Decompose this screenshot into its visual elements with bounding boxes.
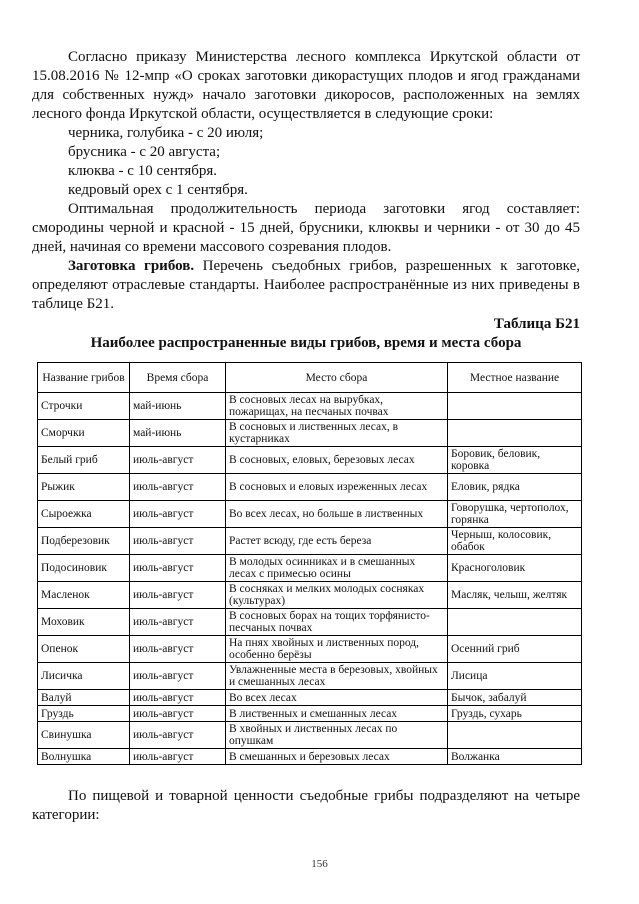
table-cell: В лиственных и смешанных лесах (226, 706, 448, 722)
table-cell: Бычок, забалуй (448, 690, 582, 706)
table-cell: июль-август (130, 706, 226, 722)
document-page (32, 48, 580, 825)
table-row (38, 609, 582, 636)
table-row (38, 582, 582, 609)
table-cell: июль-август (130, 636, 226, 663)
table-cell: Подосиновик (38, 555, 130, 582)
table-cell: Валуй (38, 690, 130, 706)
table-cell: Во всех лесах, но больше в лиственных (226, 501, 448, 528)
table-cell: июль-август (130, 582, 226, 609)
table-row (38, 528, 582, 555)
table-row (38, 393, 582, 420)
table-row (38, 706, 582, 722)
table-cell: июль-август (130, 501, 226, 528)
table-title: Наиболее распространенные виды грибов, время и места сбора (90, 335, 522, 351)
table-cell: На пнях хвойных и лиственных пород, особенно берёзы (226, 636, 448, 663)
table-cell: Лисица (448, 663, 582, 690)
table-row (38, 663, 582, 690)
table-cell: В смешанных и березовых лесах (226, 749, 448, 765)
table-row (38, 636, 582, 663)
table-cell (448, 722, 582, 749)
table-cell: Во всех лесах (226, 690, 448, 706)
list-item: черника, голубика - с 20 июля; (68, 125, 264, 141)
table-cell: Моховик (38, 609, 130, 636)
page-number: 156 (311, 858, 328, 870)
table-cell: Красноголовик (448, 555, 582, 582)
table-cell: В сосновых лесах на вырубках, пожарищах, на песчаных почвах (226, 393, 448, 420)
column-header: Время сбора (130, 363, 226, 393)
table-cell: Строчки (38, 393, 130, 420)
table-cell: июль-август (130, 663, 226, 690)
table-cell: В сосновых борах на тощих торфянисто-песчаных почвах (226, 609, 448, 636)
table-cell: июль-август (130, 609, 226, 636)
table-row (38, 501, 582, 528)
table-row (38, 749, 582, 765)
table-cell: Осенний гриб (448, 636, 582, 663)
table-cell: Говорушка, чертополох, горянка (448, 501, 582, 528)
table-row (38, 447, 582, 474)
table-cell (448, 393, 582, 420)
table-cell: Черныш, колосовик, обабок (448, 528, 582, 555)
table-cell: В сосновых и еловых изреженных лесах (226, 474, 448, 501)
table-cell: Опенок (38, 636, 130, 663)
table-cell: июль-август (130, 447, 226, 474)
table-cell: Свинушка (38, 722, 130, 749)
table-cell: Увлажненные места в березовых, хвойных и смешанных лесах (226, 663, 448, 690)
table-cell: июль-август (130, 555, 226, 582)
table-cell: июль-август (130, 749, 226, 765)
mushrooms-text: Перечень съедобных грибов, разрешенных к заготовке, определяют отраслевые стандарты. Наиболее распространённые из них приведены в таблице Б21. (32, 258, 580, 312)
table-cell: Груздь, сухарь (448, 706, 582, 722)
list-item: клюква - с 10 сентября. (68, 163, 218, 179)
table-cell: Масленок (38, 582, 130, 609)
table-cell: Лисичка (38, 663, 130, 690)
table-cell: В сосновых, еловых, березовых лесах (226, 447, 448, 474)
table-cell: июль-август (130, 690, 226, 706)
table-row (38, 474, 582, 501)
table-cell: В сосняках и мелких молодых сосняках (культурах) (226, 582, 448, 609)
table-cell: Сморчки (38, 420, 130, 447)
table-cell: июль-август (130, 722, 226, 749)
mushroom-table (37, 362, 582, 765)
table-row (38, 722, 582, 749)
mushrooms-paragraph (32, 257, 580, 314)
mushrooms-heading: Заготовка грибов. (68, 258, 195, 274)
table-cell: Боровик, беловик, коровка (448, 447, 582, 474)
table-cell: Белый гриб (38, 447, 130, 474)
column-header: Местное название (448, 363, 582, 393)
table-row (38, 690, 582, 706)
column-header: Название грибов (38, 363, 130, 393)
table-cell: июль-август (130, 474, 226, 501)
table-cell: Сыроежка (38, 501, 130, 528)
table-row (38, 420, 582, 447)
intro-paragraph: Согласно приказу Министерства лесного комплекса Иркутской области от 15.08.2016 № 12-мпр «О сроках заготовки дикорастущих плодов и ягод гражданами для собственных нужд» начало заготовки дикоросов, расположенных на землях лесного фонда Иркутской области, осуществляется в следующие сроки: (32, 49, 580, 122)
column-header: Место сбора (226, 363, 448, 393)
table-cell: Рыжик (38, 474, 130, 501)
table-cell: июль-август (130, 528, 226, 555)
table-cell (448, 609, 582, 636)
table-cell (448, 420, 582, 447)
table-cell: В молодых осинниках и в смешанных лесах с примесью осины (226, 555, 448, 582)
table-cell: май-июнь (130, 420, 226, 447)
table-cell: Масляк, челыш, желтяк (448, 582, 582, 609)
categories-paragraph: По пищевой и товарной ценности съедобные грибы подразделяют на четыре категории: (32, 788, 580, 823)
table-cell: Еловик, рядка (448, 474, 582, 501)
table-cell: Волнушка (38, 749, 130, 765)
table-cell: В хвойных и лиственных лесах по опушкам (226, 722, 448, 749)
table-row (38, 555, 582, 582)
table-cell: Растет всюду, где есть береза (226, 528, 448, 555)
list-item: кедровый орех с 1 сентября. (68, 182, 248, 198)
table-cell: Волжанка (448, 749, 582, 765)
table-label: Таблица Б21 (493, 316, 580, 332)
table-cell: май-июнь (130, 393, 226, 420)
berries-paragraph: Оптимальная продолжительность периода заготовки ягод составляет: смородины черной и красной - 15 дней, брусники, клюквы и черники - от 30 до 45 дней, начиная со времени массового созревания плодов. (32, 201, 580, 255)
table-header-row (38, 363, 582, 393)
table-cell: Груздь (38, 706, 130, 722)
table-cell: В сосновых и лиственных лесах, в кустарниках (226, 420, 448, 447)
list-item: брусника - с 20 августа; (68, 144, 221, 160)
table-cell: Подберезовик (38, 528, 130, 555)
